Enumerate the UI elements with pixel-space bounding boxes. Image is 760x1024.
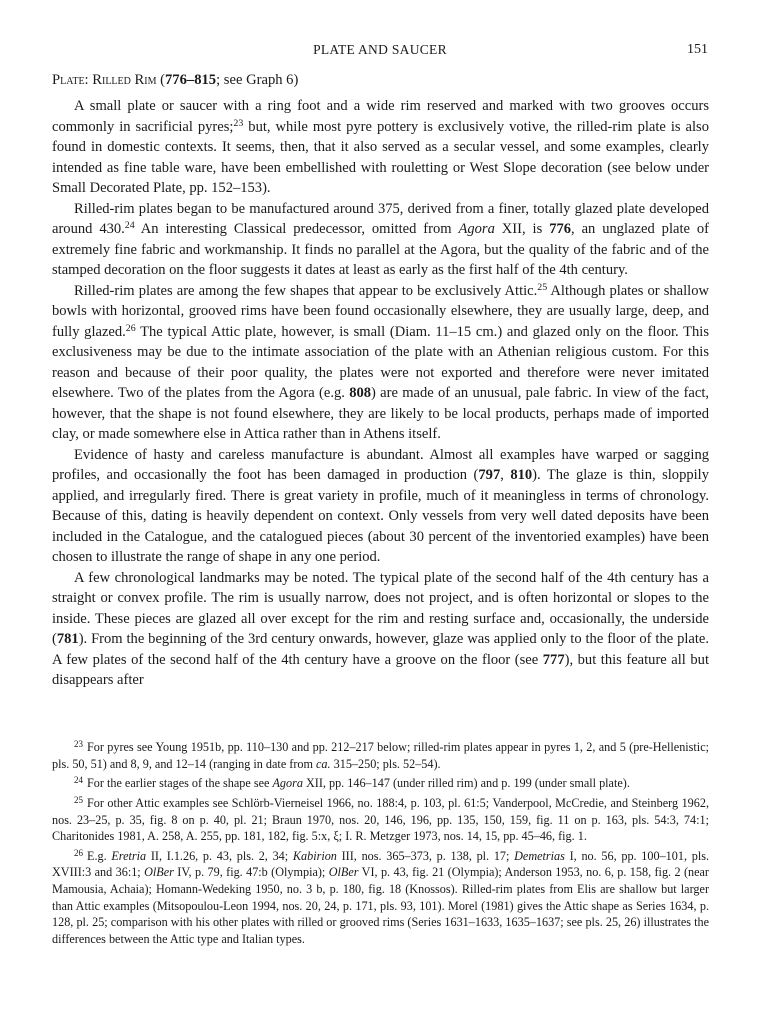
publication-title: Kabirion [292, 848, 337, 863]
running-title: PLATE AND SAUCER [313, 42, 447, 57]
body-text [52, 96, 709, 691]
text-run: A small plate or saucer with a ring foot and a wide rim reserved and marked with two grooves occurs commonly in sacrificial pyres; [52, 98, 709, 135]
text-run: Although plates or shallow bowls with horizontal, grooved rims have been found occasionally elsewhere, they are usually large, deep, and fully glazed. [52, 282, 709, 340]
text-run: but, while most pyre pottery is exclusively votive, the rilled-rim plate is also found in domestic contexts. It seems, then, that it also served as a secular vessel, and some examples, clearly intended as fine table ware, have been embellished with rouletting or West Slope decoration (see below under Small Decorated Plate, pp. 152–153). [52, 118, 709, 196]
footnote-text: ca. [316, 756, 331, 771]
catalogue-number: 808 [349, 385, 372, 401]
publication-title: Eretria [111, 848, 147, 863]
text-run: , [500, 467, 511, 483]
catalogue-number: 810 [510, 467, 533, 483]
page-number: 151 [687, 42, 708, 57]
text-run: Rilled-rim plates began to be manufactured around 375, derived from a finer, totally glazed plate developed around 430. [52, 200, 709, 237]
footnote-text: 315–250; pls. 52–54). [330, 756, 441, 771]
catalogue-number: 781 [56, 631, 79, 647]
footnote-number: 26 [74, 847, 83, 858]
section-heading: Plate: Rilled Rim (776–815; see Graph 6) [52, 72, 299, 88]
footnote-text: II, I.1.26, p. 43, pls. 2, 34; [146, 848, 293, 863]
footnote-number: 25 [74, 794, 83, 805]
footnote-24 [52, 772, 709, 792]
footnote-text: For pyres see Young 1951b, pp. 110–130 and pp. 212–217 below; rilled-rim plates appear in pyres 1, 2, and 5 (pre-Hellenistic; pls. 50, 51) and 8, 9, and 12–14 (ranging in date from [52, 740, 709, 771]
footnote-number: 24 [74, 775, 83, 786]
text-run: ) are made of an unusual, pale fabric. In view of the fact, however, that the shape is not found elsewhere, they are likely to be local products, perhaps made of imported clay, or made somewhere else in Attica rather than in Athens itself. [52, 385, 710, 442]
footnote-number: 23 [74, 739, 83, 749]
text-run: ), but this feature all but disappears after [52, 651, 709, 688]
text-run: An interesting Classical predecessor, omitted from [134, 221, 459, 237]
heading-graph-ref: ; see Graph 6) [216, 72, 299, 88]
footnote-ref-25[interactable]: 25 [537, 281, 548, 293]
text-run: ). The glaze is thin, sloppily applied, and irregularly fired. There is great variety in profile, much of it meaningless in terms of chronology. Because of this, dating is heavily dependent on context. Only vessels from very well dated deposits have been included in the Catalogue, and the catalogued pieces (about 30 percent of the inventoried examples) have been chosen to illustrate the range of shape in any one period. [52, 467, 709, 565]
footnote-text: I, no. 56, pp. 100–101, pls. XVIII:3 and 36:1; [52, 848, 709, 880]
text-run: ). From the beginning of the 3rd century onwards, however, glaze was applied only to the floor of the plate. A few plates of the second half of the 4th century have a groove on the floor (see [52, 631, 709, 668]
footnote-text: IV, p. 79, fig. 47:b (Olympia); [173, 865, 329, 880]
catalogue-number: 797 [478, 467, 501, 483]
footnote-text: III, nos. 365–373, p. 138, pl. 17; [336, 848, 515, 863]
publication-title: Demetrias [514, 848, 565, 863]
footnote-25 [52, 792, 709, 845]
running-head [52, 42, 708, 62]
publication-title: OlBer [144, 865, 174, 880]
text-run: Evidence of hasty and careless manufacture is abundant. Almost all examples have warped or sagging profiles, and occasionally the foot has been damaged in production ( [52, 446, 709, 483]
footnote-23 [52, 736, 709, 772]
publication-title: OlBer [328, 865, 359, 880]
paragraph-1 [52, 96, 709, 199]
text-run: Rilled-rim plates are among the few shapes that appear to be exclusively Attic. [74, 282, 538, 299]
publication-title: Agora [458, 221, 495, 237]
paragraph-2 [52, 199, 709, 281]
footnote-text: E.g. [87, 848, 112, 863]
footnote-ref-23[interactable]: 23 [233, 117, 244, 129]
publication-title: Agora [272, 776, 303, 791]
text-run: The typical Attic plate, however, is small (Diam. 11–15 cm.) and glazed only on the floor. This exclusiveness may be due to the intimate association of the plate with an Athenian religious custom. For this reason and because of their poor quality, the plates were not exported and therefore were never imitated elsewhere. Two of the plates from the Agora (e.g. [52, 323, 709, 401]
paragraph-3 [52, 281, 709, 445]
text-run: XII, is [494, 221, 550, 237]
heading-title: Plate: Rilled Rim [52, 72, 157, 88]
catalogue-number: 776 [549, 221, 572, 237]
heading-catalogue-range: 776–815 [165, 72, 217, 88]
footnote-ref-26[interactable]: 26 [125, 322, 136, 334]
catalogue-number: 777 [542, 651, 565, 668]
paragraph-5 [52, 568, 709, 691]
footnote-ref-24[interactable]: 24 [124, 220, 135, 232]
footnotes [52, 736, 709, 947]
footnote-text: For other Attic examples see Schlörb-Vierneisel 1966, no. 188:4, p. 103, pl. 61:5; Vanderpool, McCredie, and Steinberg 1962, nos. 23–25, p. 35, fig. 8 on p. 40, pl. 21; Braun 1970, nos. 20, 146, 196, pp. 135, 150, 159, fig. 11 on p. 163, pls. 54:3, 74:1; Charitonides 1981, A. 258, A. 255, pp. 181, 182, fig. 5:x, ξ; I. R. Metzger 1973, nos. 14, 15, pp. 45–46, fig. 1. [52, 795, 709, 844]
text-run: A few chronological landmarks may be noted. The typical plate of the second half of the 4th century has a straight or convex profile. The rim is usually narrow, does not project, and is often horizontal or slopes to the inside. These pieces are glazed all over except for the rim and resting surface and, occasionally, the underside ( [52, 569, 709, 647]
footnote-26 [52, 845, 709, 948]
footnote-text: XII, pp. 146–147 (under rilled rim) and p. 199 (under small plate). [302, 776, 630, 791]
footnote-text: For the earlier stages of the shape see [87, 776, 273, 791]
footnote-text: VI, p. 43, fig. 21 (Olympia); Anderson 1953, no. 6, p. 158, fig. 2 (near Mamousia, Achaia); Homann-Wedeking 1950, no. 3 b, p. 180, fig. 18 (Knossos). Rilled-rim plates from Elis are shallow but larger than Attic examples (Mitsopoulou-Leon 1994, nos. 20, 24, p. 171, pls. 93, 101). Morel (1981) gives the Attic shape as Series 1634, p. 128, pl. 25; comparison with his other plates with rilled or grooved rims (Series 1631–1633, 1635–1637; see pls. 25, 26) illustrates the differences between the Attic type and Italian types. [52, 865, 709, 946]
text-run: , an unglazed plate of extremely fine fabric and workmanship. It finds no parallel at the Agora, but the quality of the fabric and of the stamped decoration on the floor suggests it dates at least as early as the first half of the 4th century. [52, 221, 709, 278]
paragraph-4 [52, 445, 709, 568]
